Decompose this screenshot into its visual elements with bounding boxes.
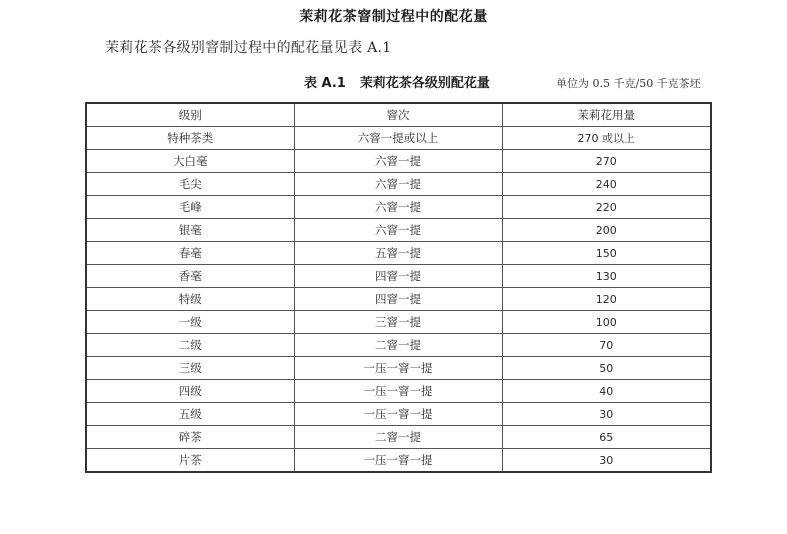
scenting-cell: 六窨一提 (294, 196, 502, 219)
table-row (86, 311, 711, 334)
amount-cell: 100 (502, 311, 711, 334)
grade-cell: 四级 (86, 380, 294, 403)
table-header-row (86, 103, 711, 127)
scenting-cell: 四窨一提 (294, 265, 502, 288)
amount-cell: 65 (502, 426, 711, 449)
table-row (86, 380, 711, 403)
table-row (86, 242, 711, 265)
amount-cell: 30 (502, 403, 711, 426)
amount-cell: 40 (502, 380, 711, 403)
amount-cell: 270 或以上 (502, 127, 711, 150)
column-header-amount: 茉莉花用量 (502, 103, 711, 127)
table-row (86, 196, 711, 219)
table-row (86, 219, 711, 242)
amount-cell: 50 (502, 357, 711, 380)
flower-amount-table (85, 102, 712, 473)
scenting-cell: 六窨一提或以上 (294, 127, 502, 150)
grade-cell: 春毫 (86, 242, 294, 265)
unit-note: 单位为 0.5 千克/50 千克茶坯 (556, 77, 701, 90)
table-row (86, 265, 711, 288)
grade-cell: 特种茶类 (86, 127, 294, 150)
grade-cell: 一级 (86, 311, 294, 334)
amount-cell: 70 (502, 334, 711, 357)
section-title: 茉莉花茶窨制过程中的配花量 (299, 9, 488, 25)
grade-cell: 三级 (86, 357, 294, 380)
table-row (86, 334, 711, 357)
grade-cell: 香毫 (86, 265, 294, 288)
table-caption (304, 72, 490, 91)
grade-cell: 毛峰 (86, 196, 294, 219)
amount-cell: 270 (502, 150, 711, 173)
table-row (86, 449, 711, 473)
table-caption-title: 茉莉花茶各级别配花量 (359, 76, 490, 91)
scenting-cell: 一压一窨一提 (294, 380, 502, 403)
scenting-cell: 六窨一提 (294, 219, 502, 242)
intro-paragraph: 茉莉花茶各级别窨制过程中的配花量见表 A.1 (105, 40, 392, 56)
table-row (86, 357, 711, 380)
table-row (86, 173, 711, 196)
scenting-cell: 二窨一提 (294, 334, 502, 357)
table-row (86, 288, 711, 311)
grade-cell: 碎茶 (86, 426, 294, 449)
column-header-grade: 级别 (86, 103, 294, 127)
scenting-cell: 四窨一提 (294, 288, 502, 311)
amount-cell: 30 (502, 449, 711, 473)
table-row (86, 150, 711, 173)
amount-cell: 120 (502, 288, 711, 311)
amount-cell: 130 (502, 265, 711, 288)
table-caption-number: 表 A.1 (304, 76, 346, 91)
grade-cell: 五级 (86, 403, 294, 426)
scenting-cell: 一压一窨一提 (294, 403, 502, 426)
column-header-scenting: 窨次 (294, 103, 502, 127)
scenting-cell: 六窨一提 (294, 173, 502, 196)
grade-cell: 二级 (86, 334, 294, 357)
amount-cell: 240 (502, 173, 711, 196)
grade-cell: 毛尖 (86, 173, 294, 196)
scenting-cell: 一压一窨一提 (294, 449, 502, 473)
amount-cell: 150 (502, 242, 711, 265)
table-row (86, 127, 711, 150)
grade-cell: 片茶 (86, 449, 294, 473)
scenting-cell: 一压一窨一提 (294, 357, 502, 380)
table-row (86, 403, 711, 426)
scenting-cell: 六窨一提 (294, 150, 502, 173)
amount-cell: 220 (502, 196, 711, 219)
amount-cell: 200 (502, 219, 711, 242)
table-row (86, 426, 711, 449)
scenting-cell: 三窨一提 (294, 311, 502, 334)
scenting-cell: 五窨一提 (294, 242, 502, 265)
grade-cell: 特级 (86, 288, 294, 311)
grade-cell: 大白毫 (86, 150, 294, 173)
scenting-cell: 二窨一提 (294, 426, 502, 449)
grade-cell: 银毫 (86, 219, 294, 242)
